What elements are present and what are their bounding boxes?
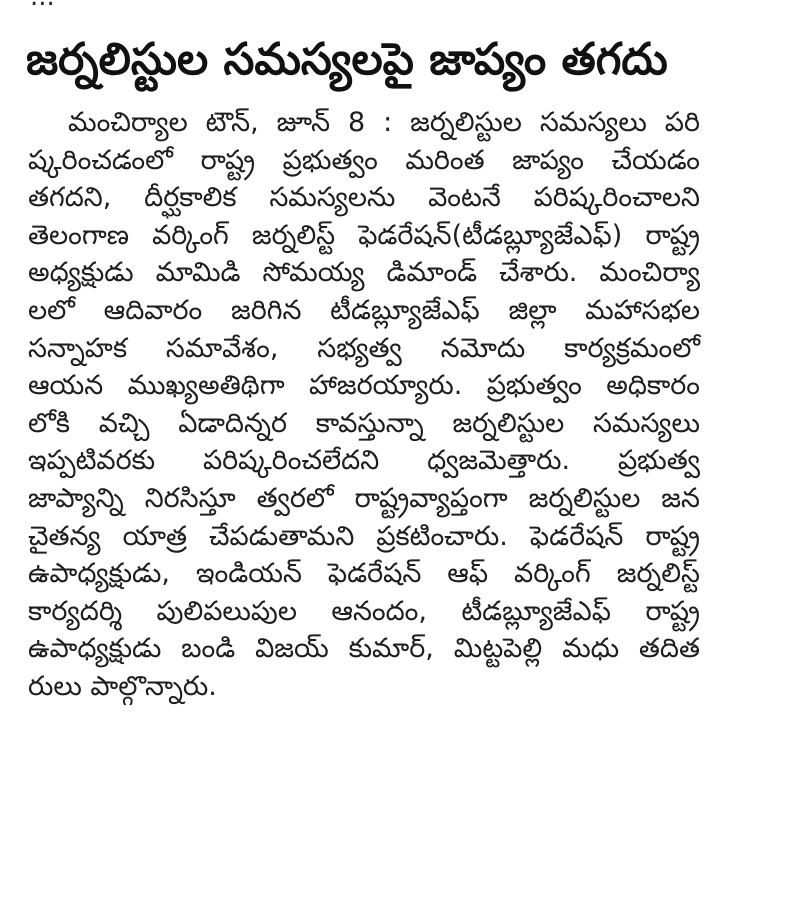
body-line: చైతన్య యాత్ర చేపడుతామని ప్రకటించారు. ఫెడరేషన్ రాష్ట్ర [28, 520, 700, 552]
body-line: జాప్యాన్ని నిరసిస్తూ త్వరలో రాష్ట్రవ్యాప్తంగా జర్నలిస్టుల జన [28, 482, 700, 514]
body-line: రులు పాల్గొన్నారు. [28, 670, 217, 702]
body-line: మంచిర్యాల టౌన్, జూన్ 8 : జర్నలిస్టుల సమస్యలు పరి [68, 107, 700, 138]
body-line: అధ్యక్షుడు మామిడి సోమయ్య డిమాండ్ చేశారు. మంచిర్యా [28, 257, 700, 289]
cut-off-previous-line [30, 0, 670, 8]
article-headline: జర్నలిస్టుల సమస్యలపై జాప్యం తగదు [26, 34, 668, 85]
body-line: సన్నాహక సమావేశం, సభ్యత్వ నమోదు కార్యక్రమంలో [28, 332, 700, 364]
body-line: ష్కరించడంలో రాష్ట్ర ప్రభుత్వం మరింత జాప్యం చేయడం [28, 144, 700, 176]
body-line: కార్యదర్శి పులిపలుపుల ఆనందం, టీడబ్ల్యూజేఎఫ్ రాష్ట్ర [28, 595, 700, 627]
body-line: ఉపాధ్యక్షుడు బండి విజయ్ కుమార్, మిట్టపెల్లి మధు తదిత [28, 633, 700, 665]
body-line: తగదని, దీర్ఘకాలిక సమస్యలను వెంటనే పరిష్కరించాలని [28, 182, 700, 214]
article-body [28, 104, 700, 706]
body-line: ఆయన ముఖ్యఅతిథిగా హాజరయ్యారు. ప్రభుత్వం అధికారం [28, 370, 700, 402]
body-line: తెలంగాణ వర్కింగ్ జర్నలిస్ట్ ఫెడరేషన్(టీడబ్ల్యూజేఎఫ్) రాష్ట్ర [28, 219, 700, 251]
body-line: ఇప్పటివరకు పరిష్కరించలేదని ధ్వజమెత్తారు. ప్రభుత్వ [28, 445, 700, 477]
body-line: లోకి వచ్చి ఏడాదిన్నర కావస్తున్నా జర్నలిస్టుల సమస్యలు [28, 407, 700, 439]
body-line: లలో ఆదివారం జరిగిన టీడబ్ల్యూజేఎఫ్ జిల్లా మహాసభల [28, 294, 700, 326]
body-line: ఉపాధ్యక్షుడు, ఇండియన్ ఫెడరేషన్ ఆఫ్ వర్కింగ్ జర్నలిస్ట్ [28, 558, 700, 590]
